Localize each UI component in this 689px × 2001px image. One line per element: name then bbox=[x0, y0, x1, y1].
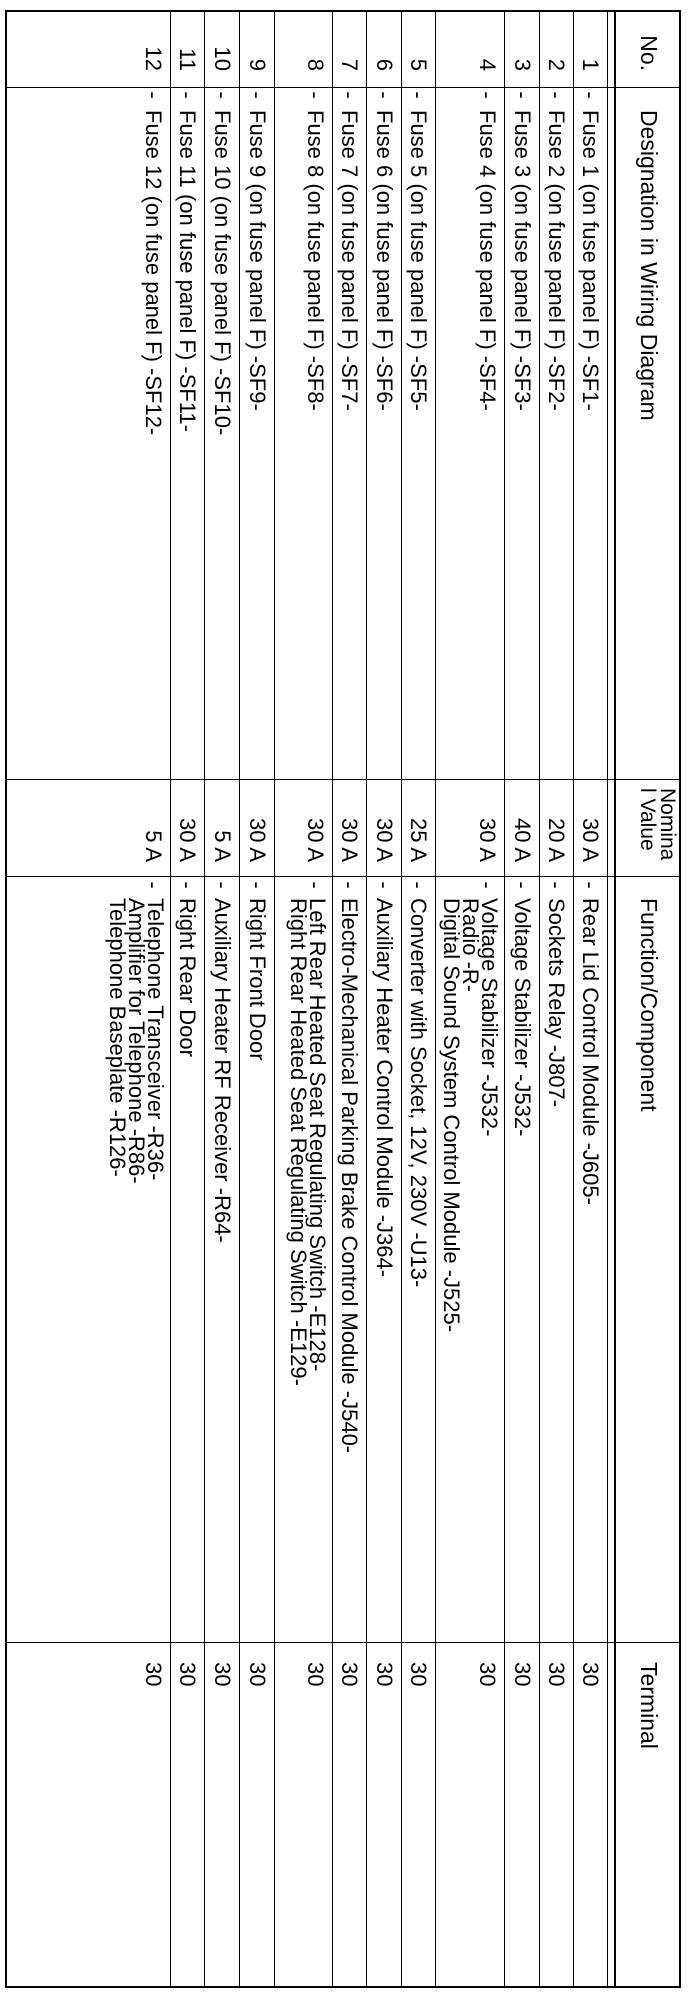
table-row bbox=[332, 12, 366, 1986]
row-function bbox=[13, 894, 170, 1639]
row-number: 11 bbox=[175, 48, 200, 71]
table-row bbox=[239, 12, 274, 1986]
row-number: 7 bbox=[337, 58, 362, 71]
row-function bbox=[574, 894, 607, 1639]
row-number: 4 bbox=[475, 58, 500, 71]
table-row bbox=[366, 12, 401, 1986]
row-terminal: 30 bbox=[578, 1662, 603, 1687]
column-divider bbox=[7, 779, 679, 780]
row-terminal: 30 bbox=[475, 1662, 500, 1687]
row-terminal: 30 bbox=[406, 1662, 431, 1687]
row-nominal-value: 30 A bbox=[245, 817, 270, 862]
row-terminal: 30 bbox=[245, 1662, 270, 1687]
row-nominal-value: 5 A bbox=[141, 830, 166, 862]
row-dash: - bbox=[210, 881, 235, 889]
header-nominal-value: Nomina l Value bbox=[636, 788, 679, 861]
row-function bbox=[367, 894, 401, 1639]
row-nominal-value: 40 A bbox=[510, 817, 535, 862]
function-line: Voltage Stabilizer -J532- bbox=[477, 898, 502, 1137]
row-designation: Fuse 3 (on fuse panel F) -SF3- bbox=[510, 110, 535, 411]
row-dash: - bbox=[475, 881, 500, 889]
row-function bbox=[205, 894, 239, 1639]
function-line: Voltage Stabilizer -J532- bbox=[510, 898, 535, 1137]
function-line: Converter with Socket, 12V, 230V -U13- bbox=[406, 898, 431, 1288]
function-line: Radio -R- bbox=[458, 898, 483, 993]
header-designation: Designation in Wiring Diagram bbox=[636, 110, 662, 421]
header-double-rule bbox=[607, 12, 615, 1986]
column-divider bbox=[7, 876, 679, 877]
row-dash: - bbox=[303, 881, 328, 889]
function-line: Sockets Relay -J807- bbox=[544, 898, 569, 1108]
row-dash: - bbox=[406, 881, 431, 889]
row-terminal: 30 bbox=[372, 1662, 397, 1687]
table-row bbox=[435, 12, 504, 1986]
row-terminal: 30 bbox=[337, 1662, 362, 1687]
row-terminal: 30 bbox=[303, 1662, 328, 1687]
row-number: 2 bbox=[544, 58, 569, 71]
table-row bbox=[13, 12, 170, 1986]
row-dash: - bbox=[303, 91, 328, 99]
function-line: Right Rear Heated Seat Regulating Switch -E129- bbox=[286, 898, 311, 1386]
table-row bbox=[204, 12, 239, 1986]
row-terminal: 30 bbox=[510, 1662, 535, 1687]
row-dash: - bbox=[175, 881, 200, 889]
function-line: Auxiliary Heater Control Module -J364- bbox=[372, 898, 397, 1278]
table-row bbox=[573, 12, 607, 1986]
function-line: Rear Lid Control Module -J605- bbox=[578, 898, 603, 1205]
function-line: Electro-Mechanical Parking Brake Control Module -J540- bbox=[337, 898, 362, 1454]
row-nominal-value: 20 A bbox=[544, 817, 569, 862]
row-designation: Fuse 7 (on fuse panel F) -SF7- bbox=[337, 110, 362, 411]
row-dash: - bbox=[510, 91, 535, 99]
row-number: 1 bbox=[578, 58, 603, 71]
row-dash: - bbox=[544, 91, 569, 99]
row-nominal-value: 30 A bbox=[303, 817, 328, 862]
row-number: 10 bbox=[210, 46, 235, 71]
row-function bbox=[436, 894, 504, 1639]
table-row bbox=[539, 12, 573, 1986]
function-line: Left Rear Heated Seat Regulating Switch -E128- bbox=[305, 898, 330, 1372]
row-designation: Fuse 5 (on fuse panel F) -SF5- bbox=[406, 110, 431, 411]
header-terminal: Terminal bbox=[636, 1662, 662, 1749]
row-function bbox=[171, 894, 204, 1639]
function-line: Right Rear Door bbox=[175, 898, 200, 1057]
row-number: 9 bbox=[245, 58, 270, 71]
row-nominal-value: 30 A bbox=[175, 817, 200, 862]
row-function bbox=[540, 894, 573, 1639]
row-number: 3 bbox=[510, 58, 535, 71]
row-function bbox=[333, 894, 366, 1639]
row-dash: - bbox=[544, 881, 569, 889]
row-dash: - bbox=[372, 91, 397, 99]
header-no: No. bbox=[636, 35, 662, 71]
function-line: Telephone Baseplate -R126- bbox=[105, 898, 130, 1177]
row-designation: Fuse 11 (on fuse panel F) -SF11- bbox=[175, 110, 200, 432]
row-number: 8 bbox=[303, 58, 328, 71]
row-dash: - bbox=[578, 881, 603, 889]
row-dash: - bbox=[510, 881, 535, 889]
column-divider bbox=[7, 87, 679, 88]
row-dash: - bbox=[141, 881, 166, 889]
column-divider bbox=[7, 1642, 679, 1643]
row-designation: Fuse 2 (on fuse panel F) -SF2- bbox=[544, 110, 569, 411]
row-designation: Fuse 4 (on fuse panel F) -SF4- bbox=[475, 110, 500, 411]
row-terminal: 30 bbox=[175, 1662, 200, 1687]
row-number: 6 bbox=[372, 58, 397, 71]
row-dash: - bbox=[475, 91, 500, 99]
row-designation: Fuse 12 (on fuse panel F) -SF12- bbox=[141, 110, 166, 436]
row-designation: Fuse 1 (on fuse panel F) -SF1- bbox=[578, 110, 603, 411]
table-row bbox=[504, 12, 539, 1986]
table-row bbox=[274, 12, 332, 1986]
row-number: 12 bbox=[141, 46, 166, 71]
function-line: Digital Sound System Control Module -J525- bbox=[439, 898, 464, 1333]
row-designation: Fuse 6 (on fuse panel F) -SF6- bbox=[372, 110, 397, 411]
row-nominal-value: 30 A bbox=[578, 817, 603, 862]
row-dash: - bbox=[337, 881, 362, 889]
row-number: 5 bbox=[406, 58, 431, 71]
table-row bbox=[401, 12, 435, 1986]
row-dash: - bbox=[210, 91, 235, 99]
row-nominal-value: 30 A bbox=[372, 817, 397, 862]
fuse-table bbox=[5, 10, 681, 1988]
row-terminal: 30 bbox=[210, 1662, 235, 1687]
row-nominal-value: 30 A bbox=[475, 817, 500, 862]
function-line: Right Front Door bbox=[245, 898, 270, 1061]
row-nominal-value: 30 A bbox=[337, 817, 362, 862]
row-terminal: 30 bbox=[141, 1662, 166, 1687]
row-nominal-value: 5 A bbox=[210, 830, 235, 862]
row-function bbox=[240, 894, 274, 1639]
row-dash: - bbox=[337, 91, 362, 99]
function-line: Telephone Transceiver -R36- bbox=[143, 898, 168, 1181]
row-dash: - bbox=[245, 91, 270, 99]
header-function: Function/Component bbox=[636, 898, 662, 1112]
row-dash: - bbox=[578, 91, 603, 99]
row-designation: Fuse 9 (on fuse panel F) -SF9- bbox=[245, 110, 270, 411]
row-function bbox=[402, 894, 435, 1639]
table-header-row bbox=[615, 12, 679, 1986]
table-row bbox=[170, 12, 204, 1986]
row-function bbox=[505, 894, 539, 1639]
row-function bbox=[275, 894, 332, 1639]
row-terminal: 30 bbox=[544, 1662, 569, 1687]
function-line: Auxiliary Heater RF Receiver -R64- bbox=[210, 898, 235, 1243]
row-dash: - bbox=[406, 91, 431, 99]
row-nominal-value: 25 A bbox=[406, 817, 431, 862]
function-line: Amplifier for Telephone -R86- bbox=[124, 898, 149, 1184]
row-dash: - bbox=[245, 881, 270, 889]
row-dash: - bbox=[372, 881, 397, 889]
row-dash: - bbox=[141, 91, 166, 99]
row-designation: Fuse 10 (on fuse panel F) -SF10- bbox=[210, 110, 235, 436]
row-designation: Fuse 8 (on fuse panel F) -SF8- bbox=[303, 110, 328, 411]
row-dash: - bbox=[175, 91, 200, 99]
